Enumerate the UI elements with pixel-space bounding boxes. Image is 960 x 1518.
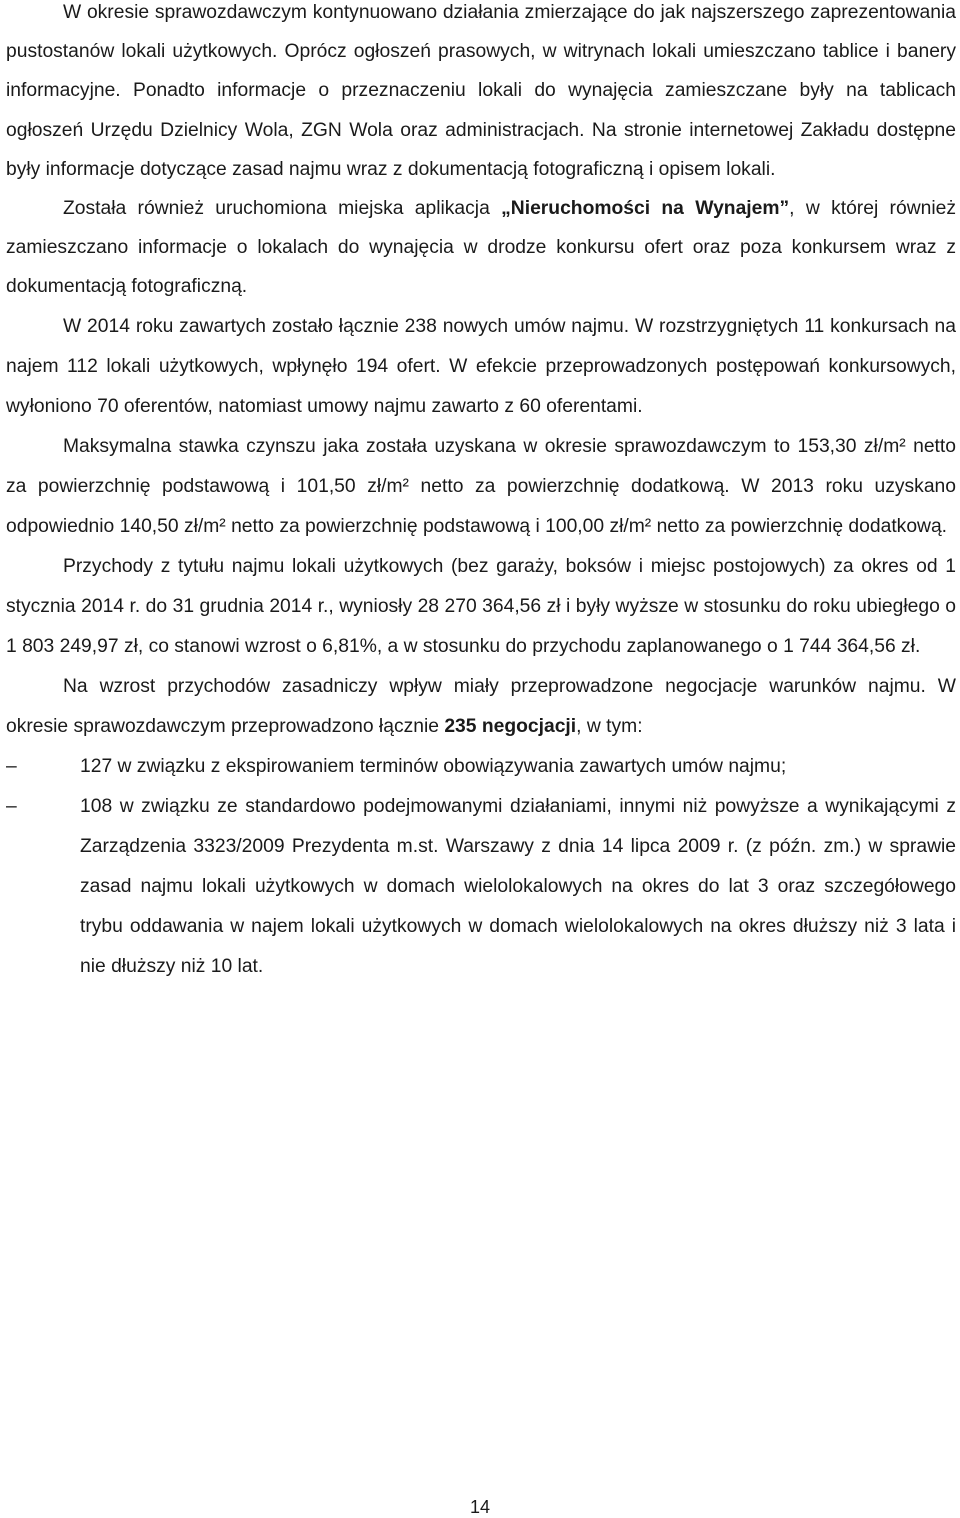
paragraph-revenue: Przychody z tytułu najmu lokali użytkowych (bez garaży, boksów i miejsc postojowych) za okres od 1 stycznia 2014 r. do 31 grudnia 2014 r., wyniosły 28 270 364,56 zł i były wyższe w stosunku do roku ubiegłego o 1 803 249,97 zł, co stanowi wzrost o 6,81%, a w stosunku do przychodu zaplanowanego o 1 744 364,56 zł. <box>6 555 956 657</box>
list-item <box>6 747 956 787</box>
paragraph-rent-rates: Maksymalna stawka czynszu jaka została uzyskana w okresie sprawozdawczym to 153,30 zł/m² netto za powierzchnię podstawową i 101,50 zł/m² netto za powierzchnię dodatkową. W 2013 roku uzyskano odpowiednio 140,50 zł/m² netto za powierzchnię podstawową i 100,00 zł/m² netto za powierzchnię dodatkową. <box>6 435 956 537</box>
paragraph-app-rest: , w której również zamieszczano informacje o lokalach do wynajęcia w drodze konkursu ofert oraz poza konkursem wraz z dokumentacją fotograficzną. <box>6 198 956 298</box>
list-item-text: 108 w związku ze standardowo podejmowanymi działaniami, innymi niż powyższe a wynikającymi z Zarządzenia 3323/2009 Prezydenta m.st. Warszawy z dnia 14 lipca 2009 r. (z późn. zm.) w sprawie zasad najmu lokali użytkowych w domach wielolokalowych na okres do lat 3 oraz szczegółowego trybu oddawania w najem lokali użytkowych w domach wielolokalowych na okres dłuższy niż 3 lata i nie dłuższy niż 10 lat. <box>80 795 956 977</box>
negotiations-list <box>6 747 956 987</box>
paragraph-app-intro: Została również uruchomiona miejska aplikacja <box>63 198 502 220</box>
app-name: „Nieruchomości na Wynajem” <box>501 198 790 220</box>
paragraph-app <box>6 189 956 307</box>
negotiations-count: 235 negocjacji <box>444 715 577 737</box>
list-item <box>6 787 956 987</box>
paragraph-negotiations <box>6 667 956 747</box>
list-item-text: 127 w związku z ekspirowaniem terminów obowiązywania zawartych umów najmu; <box>80 755 787 777</box>
dash-bullet: – <box>6 755 17 777</box>
document-page <box>6 0 956 987</box>
paragraph-contracts: W 2014 roku zawartych zostało łącznie 238 nowych umów najmu. W rozstrzygniętych 11 konkursach na najem 112 lokali użytkowych, wpłynęło 194 ofert. W efekcie przeprowadzonych postępowań konkursowych, wyłoniono 70 oferentów, natomiast umowy najmu zawarto z 60 oferentami. <box>6 315 956 417</box>
paragraph-negotiations-intro: Na wzrost przychodów zasadniczy wpływ miały przeprowadzone negocjacje warunków najmu. W okresie sprawozdawczym przeprowadzono łącznie <box>6 675 956 737</box>
dash-bullet: – <box>6 795 17 817</box>
page-number: 14 <box>469 1497 491 1517</box>
paragraph-negotiations-rest: , w tym: <box>576 715 643 737</box>
paragraph-promotion: W okresie sprawozdawczym kontynuowano działania zmierzające do jak najszerszego zaprezentowania pustostanów lokali użytkowych. Oprócz ogłoszeń prasowych, w witrynach lokali umieszczano tablice i banery informacyjne. Ponadto informacje o przeznaczeniu lokali do wynajęcia zamieszczane były na tablicach ogłoszeń Urzędu Dzielnicy Wola, ZGN Wola oraz administracjach. Na stronie internetowej Zakładu dostępne były informacje dotyczące zasad najmu wraz z dokumentacją fotograficzną i opisem lokali. <box>6 2 956 180</box>
